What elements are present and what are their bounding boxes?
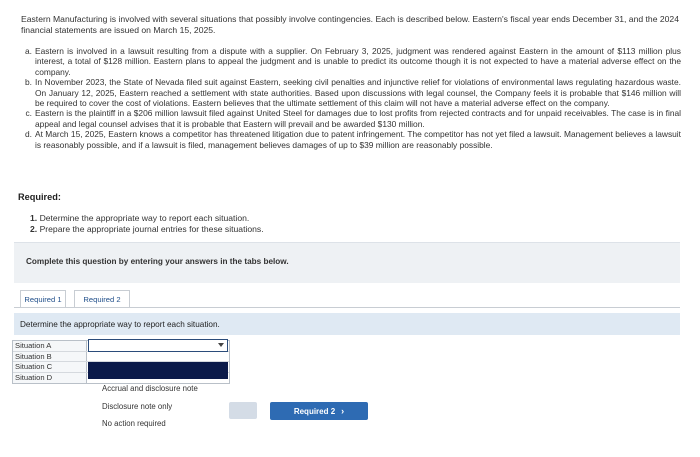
required-item-1	[30, 213, 264, 224]
dropdown-options	[102, 380, 198, 433]
situation-text: In November 2023, the State of Nevada filed suit against Eastern, seeking civil penalties and injunctive relief for violations of environmental laws regulating hazardous waste. On January 12, 2025, Eastern reached a settlement with state authorities. Based upon discussions with legal counsel, the Company feels it is probable that $146 million will be required to cover the cost of violations. Eastern believes that the ultimate settlement of this claim will not have a material adverse effect on the company.	[35, 77, 681, 109]
panel-header	[14, 313, 680, 335]
situation-text: At March 15, 2025, Eastern knows a competitor has threatened litigation due to patent infringement. The competitor has not yet filed a lawsuit. Management believes a lawsuit is reasonably possible, and if a lawsuit is filed, management believes damages of up to $39 million are reasonably possible.	[35, 129, 681, 150]
dropdown-option[interactable]: No action required	[102, 419, 166, 428]
situation-text: Eastern is involved in a lawsuit resulting from a dispute with a supplier. On February 3, 2025, judgment was rendered against Eastern in the amount of $113 million plus interest, a total of $128 million. Eastern plans to appeal the judgment and is unable to predict its outcome though it is not expected to have a material adverse effect on the company.	[35, 46, 681, 77]
next-required-button[interactable]	[270, 402, 368, 420]
required-heading: Required:	[18, 192, 61, 202]
row-label: Situation B	[13, 352, 87, 362]
row-label: Situation C	[13, 362, 87, 372]
row-label: Situation D	[13, 373, 87, 384]
table-row	[13, 352, 229, 363]
instruction-bar	[14, 242, 680, 283]
situation-item-a	[21, 46, 681, 77]
required-num: 2.	[30, 223, 38, 234]
problem-intro: Eastern Manufacturing is involved with several situations that possibly involve contingencies. Each is described below. Eastern's fiscal year ends December 31, and the 2024 financial statements are issued on March 15, 2025.	[21, 14, 679, 35]
situation-text: Eastern is the plaintiff in a $206 million lawsuit filed against United Steel for damages due to lost profits from rejected contracts and for unpaid receivables. The case is in final appeal and legal counsel advises that it is probable that Eastern will prevail and be awarded $130 million.	[35, 108, 681, 129]
situation-item-b	[21, 77, 681, 108]
situation-letter: a.	[25, 46, 32, 56]
tab-divider	[14, 307, 680, 308]
required-item-2	[30, 224, 264, 235]
tab-required-1[interactable]: Required 1	[20, 290, 66, 308]
situation-letter: d.	[25, 129, 32, 140]
tab-required-2[interactable]: Required 2	[74, 290, 130, 308]
situation-letter: c.	[25, 108, 32, 119]
row-label: Situation A	[13, 341, 87, 351]
required-text: Determine the appropriate way to report each situation.	[39, 213, 250, 223]
required-list	[30, 213, 264, 234]
situation-list	[21, 46, 681, 150]
panel-title: Determine the appropriate way to report each situation.	[20, 320, 220, 329]
required-text: Prepare the appropriate journal entries for these situations.	[39, 223, 264, 234]
dropdown-option-highlighted[interactable]	[88, 362, 228, 379]
chevron-right-icon: ›	[341, 406, 345, 416]
situation-item-c	[21, 108, 681, 129]
answer-dropdown[interactable]	[88, 339, 228, 352]
row-answer-cell[interactable]	[87, 352, 229, 362]
next-button-label: Required 2	[293, 406, 336, 416]
chevron-down-icon[interactable]	[218, 343, 224, 347]
instruction-text: Complete this question by entering your answers in the tabs below.	[26, 257, 289, 266]
dropdown-option[interactable]: Disclosure note only	[102, 401, 173, 411]
situation-item-d	[21, 129, 681, 150]
previous-button-disabled	[229, 402, 257, 419]
situation-letter: b.	[25, 77, 32, 88]
required-num: 1.	[30, 213, 38, 223]
dropdown-option[interactable]: Accrual and disclosure note	[102, 384, 198, 393]
